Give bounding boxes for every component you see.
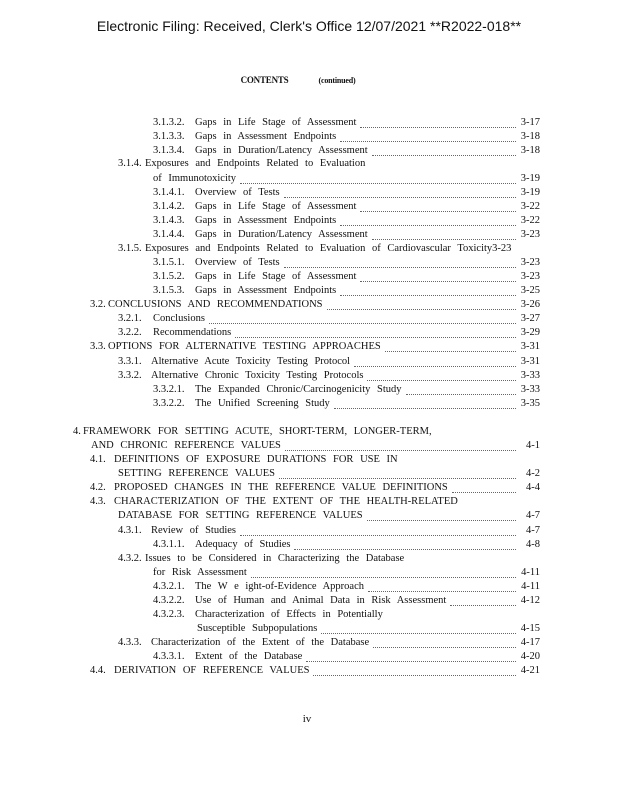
toc-entry-number: 4.3.2. [118,553,142,564]
toc-entry-title: Gaps in Assessment Endpoints [195,215,337,226]
toc-leader-dots [340,216,516,226]
toc-entry-number: 4.3. [90,496,106,507]
toc-leader-dots [340,132,516,142]
toc-entry-page: 3-23 [520,271,540,282]
toc-entry-number: 4.3.2.2. [153,595,185,606]
toc-entry-title: Gaps in Life Stage of Assessment [195,271,357,282]
toc-entry[interactable] [153,130,540,144]
toc-leader-dots [360,118,516,128]
toc-entry-title: Gaps in Life Stage of Assessment [195,201,357,212]
toc-entry[interactable] [153,214,540,228]
toc-leader-dots [327,300,516,310]
toc-entry-page: 3-26 [520,299,540,310]
toc-entry-title: PROPOSED CHANGES IN THE REFERENCE VALUE DEFINITIONS [114,482,448,493]
toc-leader-dots [372,146,516,156]
toc-entry-title: FRAMEWORK FOR SETTING ACUTE, SHORT-TERM, LONGER-TERM, [83,426,432,437]
toc-entry[interactable] [153,397,540,411]
toc-entry-title: Issues to be Considered in Characterizing the Database [145,553,405,564]
toc-entry-title: OPTIONS FOR ALTERNATIVE TESTING APPROACHES [108,341,381,352]
toc-entry[interactable] [90,664,540,678]
toc-entry-number: 3.2. [90,299,106,310]
toc-entry-title: CONCLUSIONS AND RECOMMENDATIONS [108,299,323,310]
toc-entry-number: 3.1.5.2. [153,271,185,282]
toc-entry-number: 4.3.3.1. [153,651,185,662]
toc-entry-number: 3.2.1. [118,313,142,324]
toc-entry[interactable] [118,552,540,566]
toc-leader-dots [367,371,516,381]
toc-leader-dots [313,666,516,676]
toc-leader-dots [284,188,516,198]
toc-leader-dots [452,483,516,493]
toc-entry-page: 3-19 [520,187,540,198]
toc-entry-page: 4-1 [526,440,540,451]
toc-entry-number: 3.3. [90,341,106,352]
toc-entry-number: 3.1.5. [118,243,142,254]
toc-entry[interactable] [153,116,540,130]
toc-entry-title: Review of Studies [151,525,236,536]
filing-header: Electronic Filing: Received, Clerk's Office 12/07/2021 **R2022-018** [96,18,522,34]
toc-entry-number: 4.2. [90,482,106,493]
toc-entry-title: CHARACTERIZATION OF THE EXTENT OF THE HEALTH-RELATED [114,496,458,507]
toc-entry[interactable] [118,524,540,538]
toc-entry-title: SETTING REFERENCE VALUES [118,468,275,479]
toc-entry-number: 4.3.2.3. [153,609,185,620]
toc-entry-page: 4-4 [526,482,540,493]
toc-leader-dots [385,342,516,352]
toc-entry-title: Susceptible Subpopulations [197,623,318,634]
toc-entry-number: 3.1.5.3. [153,285,185,296]
toc-entry-page: 3-33 [520,384,540,395]
toc-entry-title: DERIVATION OF REFERENCE VALUES [114,665,310,676]
toc-leader-dots [240,526,516,536]
toc-entry-number: 3.1.4.2. [153,201,185,212]
toc-leader-dots [373,638,516,648]
contents-continued: (continued) [318,76,356,85]
toc-entry[interactable] [153,580,540,594]
toc-entry-page: 4-7 [526,510,540,521]
toc-entry[interactable] [118,509,540,523]
toc-entry-page: 4-11 [521,581,540,592]
toc-entry-title: for Risk Assessment [153,567,247,578]
toc-leader-dots [285,441,516,451]
toc-entry[interactable] [118,326,540,340]
toc-entry-number: 3.1.3.4. [153,145,185,156]
toc-leader-dots [209,314,516,324]
toc-leader-dots [235,328,516,338]
toc-entry-page: 4-11 [521,567,540,578]
toc-entry-number: 3.3.2.2. [153,398,185,409]
toc-entry[interactable] [118,369,540,383]
toc-entry-number: 3.3.2.1. [153,384,185,395]
toc-entry-number: 3.1.4.1. [153,187,185,198]
toc-entry[interactable] [118,242,540,256]
toc-entry[interactable] [153,200,540,214]
toc-entry[interactable] [90,453,540,467]
toc-leader-dots [321,624,516,634]
toc-leader-dots [334,399,516,409]
toc-entry-title: Adequacy of Studies [195,539,291,550]
toc-entry-number: 4.3.1. [118,525,142,536]
toc-entry-number: 4.1. [90,454,106,465]
toc-entry[interactable] [153,538,540,552]
toc-leader-dots [367,511,516,521]
toc-entry-title: Exposures and Endpoints Related to Evaluation of Cardiovascular Toxicity3-23 [145,243,512,254]
toc-entry-title: Alternative Chronic Toxicity Testing Protocols [151,370,364,381]
toc-entry[interactable] [153,594,540,608]
toc-entry-page: 3-35 [520,398,540,409]
toc-entry[interactable] [153,256,540,270]
toc-entry-title: Alternative Acute Toxicity Testing Protocol [151,356,351,367]
toc-entry-page: 3-22 [520,201,540,212]
toc-entry-page: 4-17 [520,637,540,648]
toc-entry-title: Extent of the Database [195,651,303,662]
toc-entry-number: 3.2.2. [118,327,142,338]
toc-leader-dots [306,652,516,662]
toc-entry-title: Recommendations [153,327,232,338]
toc-entry-title: DEFINITIONS OF EXPOSURE DURATIONS FOR USE IN [114,454,398,465]
toc-entry[interactable] [118,636,540,650]
toc-entry-number: 4. [73,426,81,437]
toc-entry[interactable] [90,298,540,312]
toc-entry-page: 4-12 [520,595,540,606]
toc-entry-page: 4-8 [526,539,540,550]
toc-entry-page: 4-2 [526,468,540,479]
toc-entry-title: Characterization of the Extent of the Database [151,637,370,648]
toc-entry-number: 3.3.1. [118,356,142,367]
toc-entry-title: Conclusions [153,313,205,324]
toc-entry-number: 3.3.2. [118,370,142,381]
toc-entry-page: 3-23 [520,257,540,268]
toc-entry[interactable] [197,622,540,636]
toc-entry-title: The Expanded Chronic/Carcinogenicity Study [195,384,402,395]
toc-entry-page: 3-18 [520,145,540,156]
toc-entry-number: 4.3.2.1. [153,581,185,592]
toc-entry[interactable] [91,439,540,453]
toc-entry-page: 3-23 [520,229,540,240]
toc-entry[interactable] [90,340,540,354]
toc-entry-page: 3-33 [520,370,540,381]
toc-leader-dots [372,230,516,240]
toc-leader-dots [360,272,516,282]
toc-entry-page: 4-7 [526,525,540,536]
toc-entry[interactable] [153,144,540,158]
toc-leader-dots [340,286,516,296]
toc-entry-title: Overview of Tests [195,187,280,198]
toc-leader-dots [279,469,516,479]
toc-leader-dots [450,596,516,606]
toc-entry-title: Gaps in Assessment Endpoints [195,285,337,296]
toc-entry-number: 3.1.4.4. [153,229,185,240]
toc-leader-dots [284,258,516,268]
toc-entry[interactable] [153,650,540,664]
toc-entry-title: Characterization of Effects in Potentially [195,609,383,620]
toc-entry-title: Gaps in Duration/Latency Assessment [195,229,368,240]
toc-entry-number: 4.3.1.1. [153,539,185,550]
toc-entry-number: 4.4. [90,665,106,676]
toc-entry[interactable] [118,312,540,326]
toc-entry-title: AND CHRONIC REFERENCE VALUES [91,440,281,451]
toc-entry-title: Overview of Tests [195,257,280,268]
toc-entry-title: Gaps in Assessment Endpoints [195,131,337,142]
toc-leader-dots [368,582,516,592]
toc-entry[interactable] [153,566,540,580]
toc-entry[interactable] [153,172,540,186]
toc-entry-number: 3.1.3.2. [153,117,185,128]
toc-entry-page: 3-22 [520,215,540,226]
toc-leader-dots [251,568,516,578]
toc-entry-page: 4-15 [520,623,540,634]
toc-leader-dots [240,174,516,184]
toc-entry[interactable] [90,481,540,495]
toc-entry-page: 3-31 [520,356,540,367]
page-number: iv [302,713,312,725]
toc-entry-number: 3.1.4. [118,158,142,169]
toc-leader-dots [360,202,516,212]
toc-entry[interactable] [118,157,540,171]
toc-entry-page: 4-21 [520,665,540,676]
toc-entry[interactable] [153,383,540,397]
toc-leader-dots [406,385,517,395]
toc-entry-page: 3-19 [520,173,540,184]
contents-title: CONTENTS [240,75,289,85]
toc-entry-title: The W e ight-of-Evidence Approach [195,581,364,592]
toc-leader-dots [354,357,516,367]
toc-entry-number: 3.1.3.3. [153,131,185,142]
toc-entry-page: 3-25 [520,285,540,296]
toc-entry-number: 3.1.4.3. [153,215,185,226]
toc-entry[interactable] [118,355,540,369]
toc-entry[interactable] [153,186,540,200]
toc-entry-page: 4-20 [520,651,540,662]
toc-entry-page: 3-31 [520,341,540,352]
toc-entry-number: 3.1.5.1. [153,257,185,268]
toc-entry-title: Exposures and Endpoints Related to Evaluation [145,158,366,169]
toc-entry-title: of Immunotoxicity [153,173,237,184]
toc-entry-title: The Unified Screening Study [195,398,330,409]
toc-entry-page: 3-27 [520,313,540,324]
toc-entry-title: DATABASE FOR SETTING REFERENCE VALUES [118,510,363,521]
toc-entry[interactable] [153,608,540,622]
toc-entry[interactable] [153,284,540,298]
toc-entry[interactable] [153,228,540,242]
toc-entry-title: Use of Human and Animal Data in Risk Assessment [195,595,447,606]
toc-entry[interactable] [153,270,540,284]
toc-entry-page: 3-17 [520,117,540,128]
toc-leader-dots [294,540,516,550]
toc-entry-page: 3-29 [520,327,540,338]
toc-entry-page: 3-18 [520,131,540,142]
toc-entry-title: Gaps in Duration/Latency Assessment [195,145,368,156]
toc-entry[interactable] [73,425,540,439]
toc-entry-number: 4.3.3. [118,637,142,648]
toc-entry[interactable] [90,495,540,509]
toc-entry[interactable] [118,467,540,481]
toc-entry-title: Gaps in Life Stage of Assessment [195,117,357,128]
